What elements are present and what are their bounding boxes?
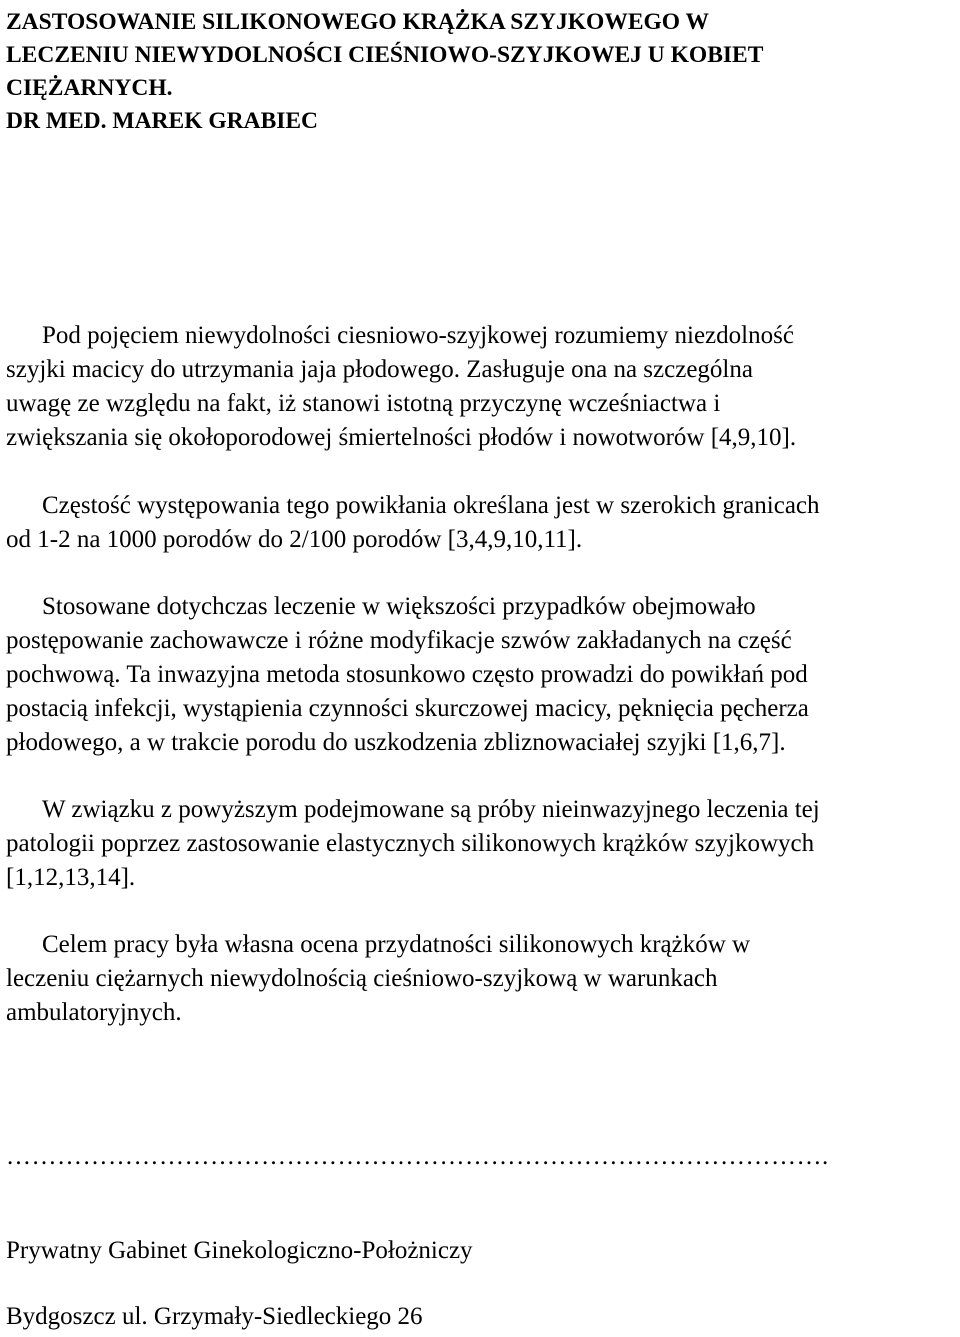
paragraph-line: Celem pracy była własna ocena przydatności silikonowych krążków w bbox=[42, 931, 751, 958]
title-line-3: CIĘŻARNYCH. bbox=[6, 75, 173, 101]
paragraph-line: [1,12,13,14]. bbox=[6, 864, 136, 891]
title-line-1: ZASTOSOWANIE SILIKONOWEGO KRĄŻKA SZYJKOWEGO W bbox=[6, 9, 710, 35]
paragraph-line: Stosowane dotychczas leczenie w większości przypadków obejmowało bbox=[42, 593, 756, 620]
footnote-separator: ……………………………………………………………………………………. bbox=[6, 1143, 829, 1170]
paragraph-frequency bbox=[6, 489, 956, 557]
paragraph-line: szyjki macicy do utrzymania jaja płodowego. Zasługuje ona na szczególna bbox=[6, 356, 753, 383]
author-line: DR MED. MAREK GRABIEC bbox=[6, 108, 319, 134]
paragraph-line: leczeniu ciężarnych niewydolnością cieśniowo-szyjkową w warunkach bbox=[6, 965, 718, 992]
document-header bbox=[6, 6, 763, 138]
paragraph-line: pochwową. Ta inwazyjna metoda stosunkowo często prowadzi do powikłań pod bbox=[6, 661, 808, 688]
paragraph-line: ambulatoryjnych. bbox=[6, 999, 182, 1026]
paragraph-line: Częstość występowania tego powikłania określana jest w szerokich granicach bbox=[42, 492, 820, 519]
footnote-clinic: Prywatny Gabinet Ginekologiczno-Położniczy bbox=[6, 1237, 473, 1264]
paragraph-line: uwagę ze względu na fakt, iż stanowi istotną przyczynę wcześniactwa i bbox=[6, 390, 721, 417]
paragraph-noninvasive bbox=[6, 793, 956, 895]
footnote-address: Bydgoszcz ul. Grzymały-Siedleckiego 26 bbox=[6, 1303, 423, 1330]
paragraph-line: postacią infekcji, wystąpienia czynności skurczowej macicy, pęknięcia pęcherza bbox=[6, 695, 809, 722]
paragraph-aim bbox=[6, 928, 956, 1030]
paragraph-line: od 1-2 na 1000 porodów do 2/100 porodów [3,4,9,10,11]. bbox=[6, 526, 583, 553]
paragraph-line: patologii poprzez zastosowanie elastycznych silikonowych krążków szyjkowych bbox=[6, 830, 815, 857]
paragraph-definition bbox=[6, 319, 956, 455]
paragraph-previous-treatment bbox=[6, 590, 956, 760]
paragraph-line: W związku z powyższym podejmowane są próby nieinwazyjnego leczenia tej bbox=[42, 796, 820, 823]
paragraph-line: Pod pojęciem niewydolności ciesniowo-szyjkowej rozumiemy niezdolność bbox=[42, 322, 794, 349]
paragraph-line: płodowego, a w trakcie porodu do uszkodzenia zbliznowaciałej szyjki [1,6,7]. bbox=[6, 729, 786, 756]
title-line-2: LECZENIU NIEWYDOLNOŚCI CIEŚNIOWO-SZYJKOWEJ U KOBIET bbox=[6, 42, 764, 68]
paragraph-line: zwiększania się okołoporodowej śmiertelności płodów i nowotworów [4,9,10]. bbox=[6, 424, 797, 451]
paragraph-line: postępowanie zachowawcze i różne modyfikacje szwów zakładanych na część bbox=[6, 627, 792, 654]
